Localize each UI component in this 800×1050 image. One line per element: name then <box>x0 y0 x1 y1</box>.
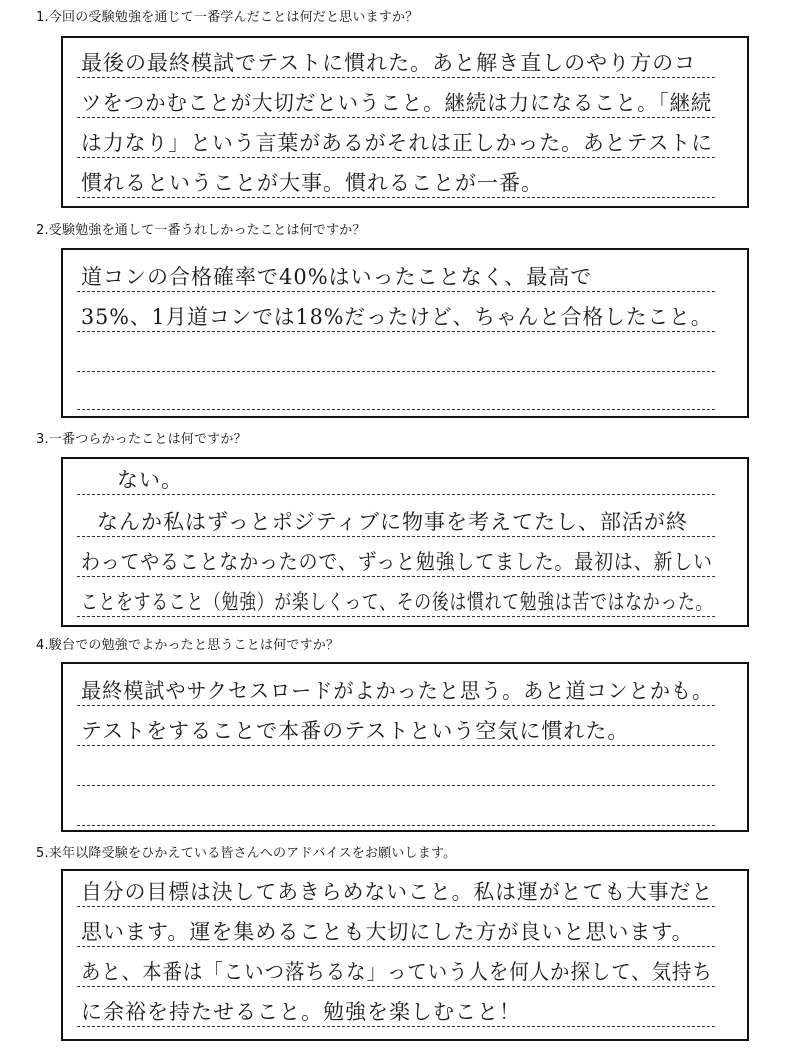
answer-box-4 <box>61 662 749 832</box>
answer-line <box>77 380 715 410</box>
question-1-label: 1.今回の受験勉強を通じて一番学んだことは何だと思いますか？ <box>36 10 419 25</box>
handwritten-answer-text: 道コンの合格確率で40%はいったことなく、最高で <box>81 265 593 289</box>
answer-line <box>77 88 715 118</box>
answer-box-1 <box>61 36 749 208</box>
handwritten-answer-text: 慣れるということが大事。慣れることが一番。 <box>81 171 543 195</box>
answer-line <box>77 342 715 372</box>
answer-line <box>77 465 715 495</box>
answer-line <box>77 262 715 292</box>
handwritten-answer-text: ない。 <box>117 468 183 492</box>
answer-line <box>77 676 715 706</box>
handwritten-answer-text: わってやることなかったので、ずっと勉強してました。最初は、新しい <box>81 550 713 574</box>
answer-line <box>77 587 715 617</box>
answer-line <box>77 957 715 987</box>
answer-line <box>77 877 715 907</box>
answer-line <box>77 128 715 158</box>
handwritten-answer-text: 自分の目標は決してあきらめないこと。私は運がとても大事だと <box>81 880 714 904</box>
question-2-label: 2.受験勉強を通して一番うれしかったことは何ですか？ <box>36 223 366 238</box>
answer-line <box>77 547 715 577</box>
handwritten-answer-text: ことをすること（勉強）が楽しくって、その後は慣れて勉強は苦ではなかった。 <box>81 590 714 614</box>
answer-line <box>77 168 715 198</box>
handwritten-answer-text: に余裕を持たせること。勉強を楽しむこと！ <box>81 1000 521 1024</box>
answer-line <box>77 756 715 786</box>
question-3-label: 3.一番つらかったことは何ですか？ <box>36 432 247 447</box>
answer-line <box>77 48 715 78</box>
question-4-label: 4.駿台での勉強でよかったと思うことは何ですか？ <box>36 638 340 653</box>
answer-line <box>77 302 715 332</box>
handwritten-answer-text: ツをつかむことが大切だということ。継続は力になること。「継続 <box>81 91 713 115</box>
answer-line <box>77 716 715 746</box>
handwritten-answer-text: なんか私はずっとポジティブに物事を考えてたし、部活が終 <box>97 510 689 534</box>
handwritten-answer-text: あと、本番は「こいつ落ちるな」っていう人を何人か探して、気持ち <box>81 960 713 984</box>
answer-box-3 <box>61 457 749 627</box>
answer-line <box>77 796 715 826</box>
handwritten-answer-text: 思います。運を集めることも大切にした方が良いと思います。 <box>81 920 694 944</box>
answer-line <box>77 997 715 1027</box>
handwritten-answer-text: 最後の最終模試でテストに慣れた。あと解き直しのやり方のコ <box>81 51 697 75</box>
question-5-label: 5.来年以降受験をひかえている皆さんへのアドバイスをお願いします。 <box>36 846 457 861</box>
handwritten-answer-text: は力なり」という言葉があるがそれは正しかった。あとテストに <box>81 131 714 155</box>
handwritten-answer-text: 最終模試やサクセスロードがよかったと思う。あと道コンとかも。 <box>81 679 714 703</box>
handwritten-answer-text: 35%、1月道コンでは18%だったけど、ちゃんと合格したこと。 <box>81 305 713 329</box>
answer-box-2 <box>61 248 749 418</box>
answer-line <box>77 917 715 947</box>
answer-line <box>77 507 715 537</box>
answer-box-5 <box>61 869 749 1041</box>
handwritten-answer-text: テストをすることで本番のテストという空気に慣れた。 <box>81 719 630 743</box>
